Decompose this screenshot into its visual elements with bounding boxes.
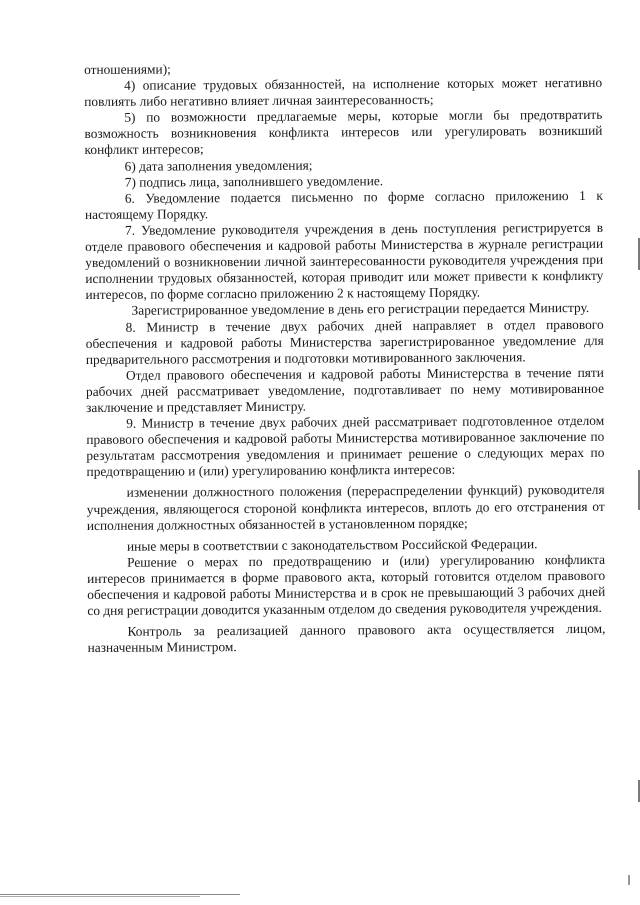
list-item-7: 7) подпись лица, заполнившего уведомление. <box>124 172 384 190</box>
paragraph-control: Контроль за реализацией данного правового акта осуществляется лицом, назначенным Министром. <box>87 621 606 656</box>
scan-speck <box>628 875 630 885</box>
scan-bottom-line <box>0 896 200 897</box>
scan-bottom-line <box>0 894 240 895</box>
clause-9: 9. Министр в течение двух рабочих дней рассматривает подготовленное отделом правового обеспечения и кадровой работы Министерства мотивированное заключение по результатам рассмотрения уведомления и принимает решение о следующих мерах по предотвращению и (или) урегулированию конфликта интересов: <box>86 412 605 480</box>
paragraph-continuation: отношениями); <box>84 61 171 77</box>
measure-other: иные меры в соответствии с законодательством Российской Федерации. <box>126 535 538 554</box>
measure-position-change: изменении должностного положения (перераспределении функций) руководителя учреждения, являющегося стороной конфликта интересов, вплоть до его отстранения от исполнения должностных обязанностей в установленном порядке; <box>86 482 605 533</box>
clause-7: 7. Уведомление руководителя учреждения в день поступления регистрируется в отделе правового обеспечения и кадровой работы Министерства в журнале регистрации уведомлений о возникновении личной заинтересованности руководителя учреждения при исполнении трудовых обязанностей, которая приводит или может привести к конфликту интересов, по форме согласно приложению 2 к настоящему Порядку. <box>85 219 604 303</box>
clause-6: 6. Уведомление подается письменно по форме согласно приложению 1 к настоящему Порядку. <box>84 187 603 222</box>
clause-8: 8. Министр в течение двух рабочих дней направляет в отдел правового обеспечения и кадровой работы Министерства зарегистрированное уведомление для предварительного рассмотрения и подготовки мотивированного заключения. <box>85 316 604 367</box>
paragraph-decision: Решение о мерах по предотвращению и (или) урегулированию конфликта интересов принимается в форме правового акта, который готовится отделом правового обеспечения и кадровой работы Министерства и в срок не превышающий 3 рабочих дней со дня регистрации доводится указанным отделом до сведения руководителя учреждения. <box>87 551 606 619</box>
list-item-5: 5) по возможности предлагаемые меры, которые могли бы предотвратить возможность возникновения конфликта интересов или урегулировать возникший конфликт интересов; <box>84 107 603 158</box>
list-item-6: 6) дата заполнения уведомления; <box>124 157 313 174</box>
paragraph-registered-notice: Зарегистрированное уведомление в день его регистрации передается Министру. <box>131 300 590 319</box>
paragraph-department-review: Отдел правового обеспечения и кадровой работы Министерства в течение пяти рабочих дней рассматривает уведомление, подготавливает по нему мотивированное заключение и представляет Министру. <box>85 364 605 415</box>
document-page <box>84 59 606 657</box>
list-item-4: 4) описание трудовых обязанностей, на исполнение которых может негативно повлиять либо негативно влияет личная заинтересованность; <box>84 74 603 110</box>
